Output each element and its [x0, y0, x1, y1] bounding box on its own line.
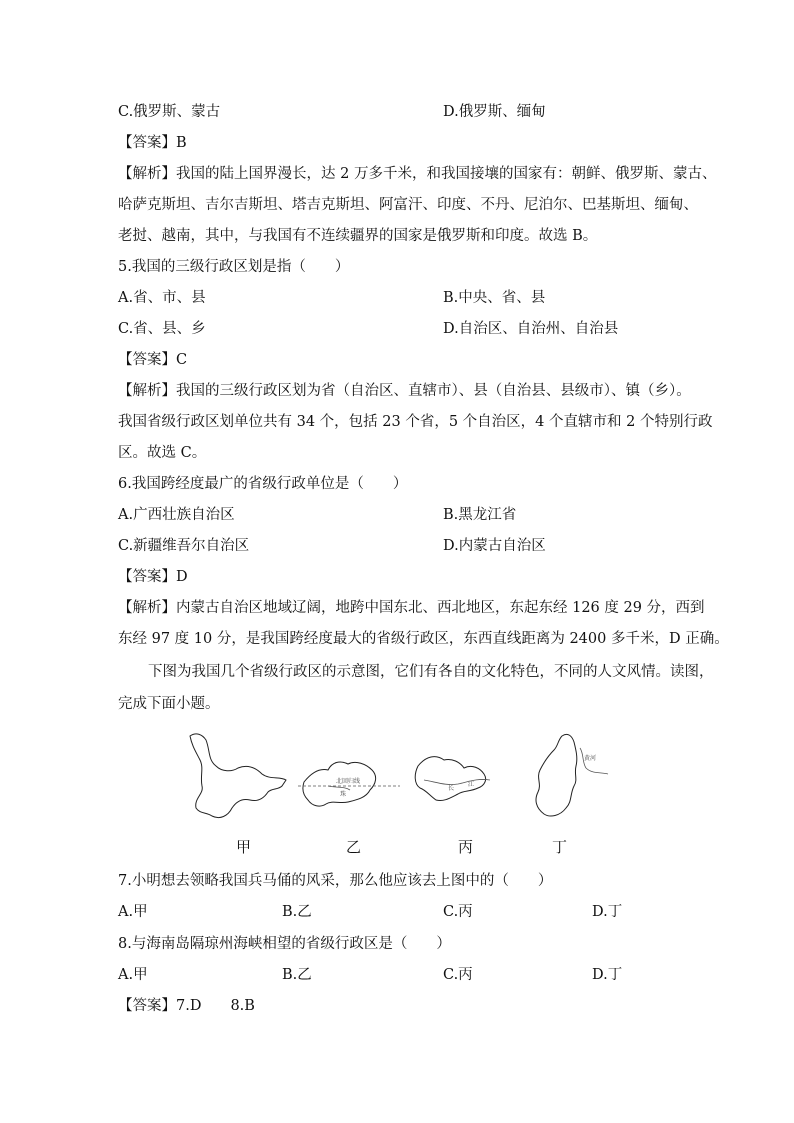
answer-6: 【答案】D: [118, 569, 188, 585]
explanation-5-line1: 【解析】我国的三级行政区划为省（自治区、直辖市）、县（自治县、县级市）、镇（乡）。: [118, 383, 691, 399]
explanation-5-line3: 区。故选 C。: [118, 445, 207, 461]
question-8-option-c: C.丙: [443, 967, 473, 983]
pearl-river-line: [328, 786, 350, 790]
yangtze-river-line: [424, 779, 490, 784]
question-6-option-c: C.新疆维吾尔自治区: [118, 538, 250, 554]
province-maps-figure: [180, 728, 620, 858]
question-7-option-c: C.丙: [443, 904, 473, 920]
explanation-5-line2: 我国省级行政区划单位共有 34 个，包括 23 个省，5 个自治区，4 个直辖市和 2 个特别行政: [118, 414, 713, 430]
yi-tropic-label: 北回归线: [336, 778, 361, 785]
map-bing-outline: [415, 757, 485, 801]
explanation-4-line3: 老挝、越南，其中，与我国有不连续疆界的国家是俄罗斯和印度。故选 B。: [118, 228, 598, 244]
intro-line2: 完成下面小题。: [118, 696, 220, 712]
explanation-6-line1: 【解析】内蒙古自治区地域辽阔，地跨中国东北、西北地区，东起东经 126 度 29 分，西到: [118, 600, 705, 616]
yi-river-label: 珠: [340, 791, 347, 798]
question-6-option-a: A.广西壮族自治区: [118, 507, 235, 523]
province-outlines: [180, 728, 620, 828]
option-d: D.俄罗斯、缅甸: [443, 104, 546, 120]
question-5-option-d: D.自治区、自治州、自治县: [443, 321, 619, 337]
intro-line1: 下图为我国几个省级行政区的示意图，它们有各自的文化特色，不同的人文风情。读图，: [148, 664, 714, 680]
question-5-option-c: C.省、县、乡: [118, 321, 206, 337]
question-7-option-b: B.乙: [282, 904, 312, 920]
bing-river-label1: 长: [448, 785, 455, 792]
question-7-option-a: A.甲: [118, 904, 148, 920]
question-8-option-a: A.甲: [118, 967, 148, 983]
question-5-option-a: A.省、市、县: [118, 290, 206, 306]
question-5: 5.我国的三级行政区划是指（ ）: [118, 259, 350, 275]
question-5-option-b: B.中央、省、县: [443, 290, 546, 306]
explanation-6-line2: 东经 97 度 10 分，是我国跨经度最大的省级行政区，东西直线距离为 2400 多千米，D 正确。: [118, 631, 729, 647]
explanation-4-line1: 【解析】我国的陆上国界漫长，达 2 万多千米，和我国接壤的国家有：朝鲜、俄罗斯、蒙古、: [118, 166, 717, 182]
question-8-option-d: D.丁: [592, 967, 623, 983]
map-label-jia: 甲: [236, 838, 252, 856]
map-label-bing: 丙: [458, 838, 474, 856]
map-jia-outline: [190, 734, 286, 818]
map-label-ding: 丁: [552, 838, 568, 856]
option-c: C.俄罗斯、蒙古: [118, 104, 221, 120]
question-7-option-d: D.丁: [592, 904, 623, 920]
map-label-yi: 乙: [346, 838, 362, 856]
ding-river-label: 黄河: [584, 755, 597, 762]
answer-7-8: 【答案】7.D 8.B: [118, 998, 255, 1014]
question-6-option-d: D.内蒙古自治区: [443, 538, 546, 554]
answer-4: 【答案】B: [118, 135, 187, 151]
map-ding-outline: [536, 734, 577, 816]
question-6-option-b: B.黑龙江省: [443, 507, 517, 523]
question-8: 8.与海南岛隔琼州海峡相望的省级行政区是（ ）: [118, 936, 451, 952]
question-8-option-b: B.乙: [282, 967, 312, 983]
question-6: 6.我国跨经度最广的省级行政单位是（ ）: [118, 476, 408, 492]
question-7: 7.小明想去领略我国兵马俑的风采，那么他应该去上图中的（ ）: [118, 873, 553, 889]
bing-river-label2: 江: [468, 781, 475, 788]
answer-5: 【答案】C: [118, 352, 188, 368]
explanation-4-line2: 哈萨克斯坦、吉尔吉斯坦、塔吉克斯坦、阿富汗、印度、不丹、尼泊尔、巴基斯坦、缅甸、: [118, 197, 698, 213]
